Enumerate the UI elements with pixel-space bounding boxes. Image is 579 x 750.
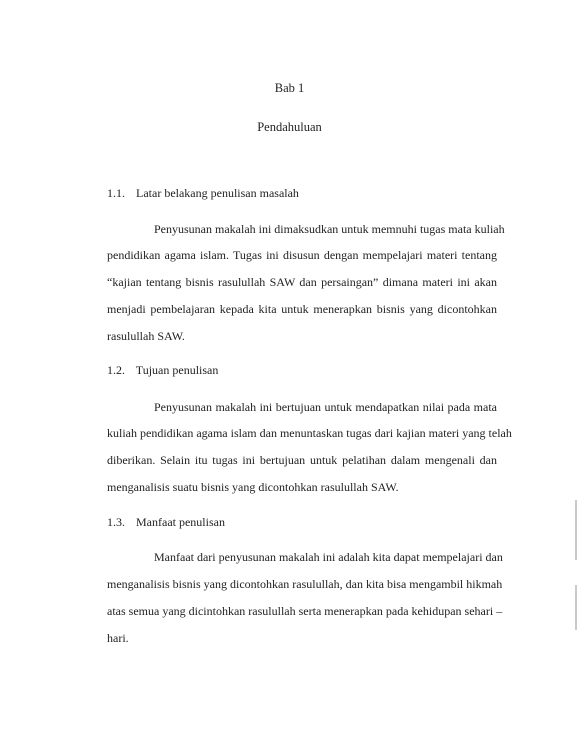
section-number: 1.1. [107, 186, 125, 200]
section-title: Tujuan penulisan [135, 363, 219, 377]
chapter-title: Pendahuluan [257, 120, 322, 134]
chapter-number: Bab 1 [274, 81, 305, 95]
section-heading [107, 514, 225, 530]
paragraph-line: pendidikan agama islam. Tugas ini disusun dengan mempelajari materi tentang [107, 248, 497, 262]
section-number: 1.2. [107, 363, 125, 377]
paragraph-line: Manfaat dari penyusunan makalah ini adalah kita dapat mempelajari dan [154, 550, 503, 564]
paragraph-line: menganalisis suatu bisnis yang dicontohkan rasulullah SAW. [107, 480, 399, 494]
section-title: Manfaat penulisan [136, 515, 225, 529]
paragraph-line: diberikan. Selain itu tugas ini bertujuan untuk pelatihan dalam mengenali dan [107, 453, 497, 467]
page-edge-mark [575, 500, 577, 560]
section-number: 1.3. [107, 515, 125, 529]
paragraph-line: Penyusunan makalah ini bertujuan untuk mendapatkan nilai pada mata [154, 400, 497, 414]
page-edge-mark [575, 585, 577, 630]
paragraph-line: menganalisis bisnis yang dicontohkan rasulullah, dan kita bisa mengambil hikmah [107, 577, 503, 591]
paragraph-line: “kajian tentang bisnis rasulullah SAW dan persaingan” dimana materi ini akan [107, 275, 497, 289]
section-heading [107, 362, 218, 378]
paragraph-line: rasulullah SAW. [107, 329, 185, 343]
paragraph-line: hari. [107, 631, 129, 645]
paragraph-line: atas semua yang dicintohkan rasulullah serta menerapkan pada kehidupan sehari – [107, 604, 503, 618]
section-heading [107, 185, 299, 201]
section-title: Latar belakang penulisan masalah [136, 186, 299, 200]
paragraph-line: kuliah pendidikan agama islam dan menuntaskan tugas dari kajian materi yang telah [107, 426, 512, 440]
paragraph-line: Penyusunan makalah ini dimaksudkan untuk memnuhi tugas mata kuliah [154, 222, 505, 236]
paragraph-line: menjadi pembelajaran kepada kita untuk menerapkan bisnis yang dicontohkan [107, 302, 497, 316]
